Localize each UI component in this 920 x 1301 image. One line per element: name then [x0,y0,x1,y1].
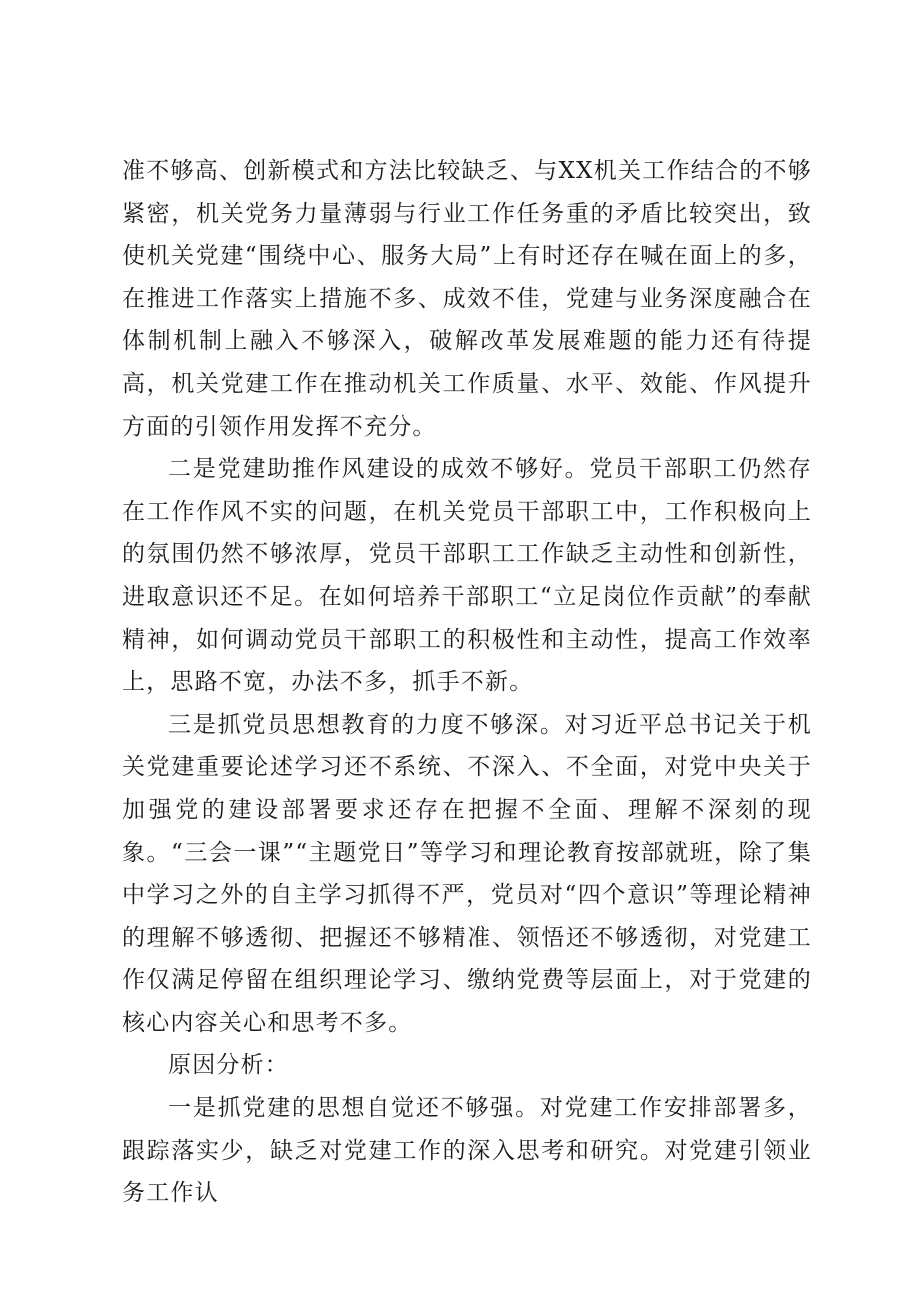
paragraph-continuation: 准不够高、创新模式和方法比较缺乏、与XX机关工作结合的不够紧密，机关党务力量薄弱与行业工作任务重的矛盾比较突出，致使机关党建“围绕中心、服务大局”上有时还存在喊在面上的多，在推进工作落实上措施不多、成效不佳，党建与业务深度融合在体制机制上融入不够深入，破解改革发展难题的能力还有待提高，机关党建工作在推动机关工作质量、水平、效能、作风提升方面的引领作用发挥不充分。 [122,158,812,440]
document-body [122,150,812,1215]
paragraph-cause-one: 一是抓党建的思想自觉还不够强。对党建工作安排部署多，跟踪落实少，缺乏对党建工作的深入思考和研究。对党建引领业务工作认 [122,1095,812,1207]
paragraph-point-two: 二是党建助推作风建设的成效不够好。党员干部职工仍然存在工作作风不实的问题，在机关党员干部职工中，工作积极向上的氛围仍然不够浓厚，党员干部职工工作缺乏主动性和创新性，进取意识还不足。在如何培养干部职工“立足岗位作贡献”的奉献精神，如何调动党员干部职工的积极性和主动性，提高工作效率上，思路不宽，办法不多，抓手不新。 [122,456,812,696]
paragraph-point-three: 三是抓党员思想教育的力度不够深。对习近平总书记关于机关党建重要论述学习还不系统、不深入、不全面，对党中央关于加强党的建设部署要求还存在把握不全面、理解不深刻的现象。“三会一课”“主题党日”等学习和理论教育按部就班，除了集中学习之外的自主学习抓得不严，党员对“四个意识”等理论精神的理解不够透彻、把握还不够精准、领悟还不够透彻，对党建工作仅满足停留在组织理论学习、缴纳党费等层面上，对于党建的核心内容关心和思考不多。 [122,711,812,1036]
section-heading-cause-analysis: 原因分析： [168,1052,289,1079]
